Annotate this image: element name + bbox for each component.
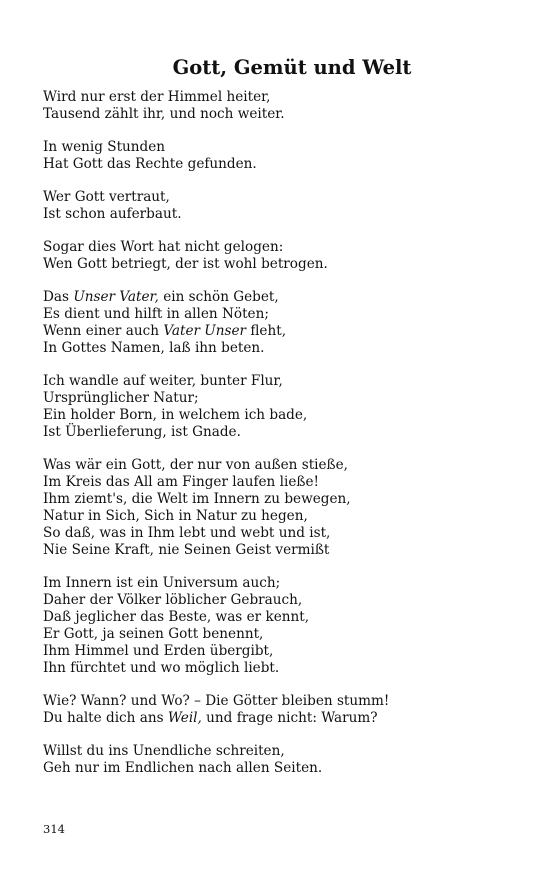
stanza <box>43 693 513 727</box>
line-text: Hat Gott das Rechte gefunden. <box>43 156 257 172</box>
line-text: In wenig Stunden <box>43 139 166 155</box>
line-text: fleht, <box>246 323 287 339</box>
poem-line <box>43 139 513 156</box>
poem-line <box>43 323 513 340</box>
stanza <box>43 89 513 123</box>
line-text: Ihm Himmel und Erden übergibt, <box>43 643 274 659</box>
line-text: Ich wandle auf weiter, bunter Flur, <box>43 373 283 389</box>
poem-line <box>43 710 513 727</box>
poem-line <box>43 525 513 542</box>
poem-line <box>43 289 513 306</box>
stanza <box>43 189 513 223</box>
poem-line <box>43 609 513 626</box>
stanza <box>43 457 513 559</box>
line-text: Wie? Wann? und Wo? – Die Götter bleiben stumm! <box>43 693 390 709</box>
poem-line <box>43 106 513 123</box>
line-text: Natur in Sich, Sich in Natur zu hegen, <box>43 508 308 524</box>
italic-phrase: Unser Vater, <box>73 289 159 305</box>
line-text: Daher der Völker löblicher Gebrauch, <box>43 592 303 608</box>
poem-line <box>43 457 513 474</box>
line-text: Es dient und hilft in allen Nöten; <box>43 306 269 322</box>
stanza <box>43 289 513 357</box>
poem-line <box>43 743 513 760</box>
stanza <box>43 373 513 441</box>
poem-line <box>43 373 513 390</box>
line-text: So daß, was in Ihm lebt und webt und ist, <box>43 525 331 541</box>
line-text: Willst du ins Unendliche schreiten, <box>43 743 285 759</box>
line-text: ein schön Gebet, <box>158 289 279 305</box>
poem-line <box>43 424 513 441</box>
poem-line <box>43 156 513 173</box>
poem-line <box>43 340 513 357</box>
poem-line <box>43 643 513 660</box>
stanza <box>43 239 513 273</box>
poem-line <box>43 474 513 491</box>
poem-line <box>43 407 513 424</box>
poem-line <box>43 693 513 710</box>
poem-line <box>43 206 513 223</box>
poem-body <box>43 89 513 777</box>
line-text: Er Gott, ja seinen Gott benennt, <box>43 626 264 642</box>
line-text: Im Kreis das All am Finger laufen ließe! <box>43 474 319 490</box>
line-text: und frage nicht: Warum? <box>201 710 378 726</box>
line-text: Wen Gott betriegt, der ist wohl betrogen. <box>43 256 328 272</box>
italic-phrase: Vater Unser <box>163 323 247 339</box>
line-text: Geh nur im Endlichen nach allen Seiten. <box>43 760 323 776</box>
line-text: Du halte dich ans <box>43 710 168 726</box>
poem-line <box>43 239 513 256</box>
stanza <box>43 575 513 677</box>
poem-page <box>43 55 513 793</box>
poem-line <box>43 306 513 323</box>
line-text: Ihn fürchtet und wo möglich liebt. <box>43 660 280 676</box>
poem-line <box>43 660 513 677</box>
poem-line <box>43 508 513 525</box>
poem-line <box>43 256 513 273</box>
line-text: Das <box>43 289 74 305</box>
line-text: Nie Seine Kraft, nie Seinen Geist vermißt <box>43 542 330 558</box>
line-text: Wenn einer auch <box>43 323 164 339</box>
line-text: Ist schon auferbaut. <box>43 206 182 222</box>
line-text: Tausend zählt ihr, und noch weiter. <box>43 106 285 122</box>
stanza <box>43 743 513 777</box>
poem-line <box>43 626 513 643</box>
poem-line <box>43 89 513 106</box>
page-number: 314 <box>43 822 65 836</box>
poem-line <box>43 575 513 592</box>
line-text: Was wär ein Gott, der nur von außen stieße, <box>43 457 349 473</box>
line-text: Daß jeglicher das Beste, was er kennt, <box>43 609 310 625</box>
line-text: Ist Überlieferung, ist Gnade. <box>43 424 241 440</box>
poem-line <box>43 760 513 777</box>
poem-line <box>43 542 513 559</box>
line-text: Sogar dies Wort hat nicht gelogen: <box>43 239 284 255</box>
line-text: Im Innern ist ein Universum auch; <box>43 575 281 591</box>
stanza <box>43 139 513 173</box>
poem-title: Gott, Gemüt und Welt <box>172 56 412 79</box>
poem-line <box>43 592 513 609</box>
poem-line <box>43 491 513 508</box>
line-text: In Gottes Namen, laß ihn beten. <box>43 340 265 356</box>
line-text: Ihm ziemt's, die Welt im Innern zu bewegen, <box>43 491 351 507</box>
poem-line <box>43 390 513 407</box>
line-text: Wird nur erst der Himmel heiter, <box>43 89 271 105</box>
line-text: Ein holder Born, in welchem ich bade, <box>43 407 308 423</box>
italic-phrase: Weil, <box>167 710 202 726</box>
line-text: Ursprünglicher Natur; <box>43 390 199 406</box>
line-text: Wer Gott vertraut, <box>43 189 170 205</box>
poem-line <box>43 189 513 206</box>
